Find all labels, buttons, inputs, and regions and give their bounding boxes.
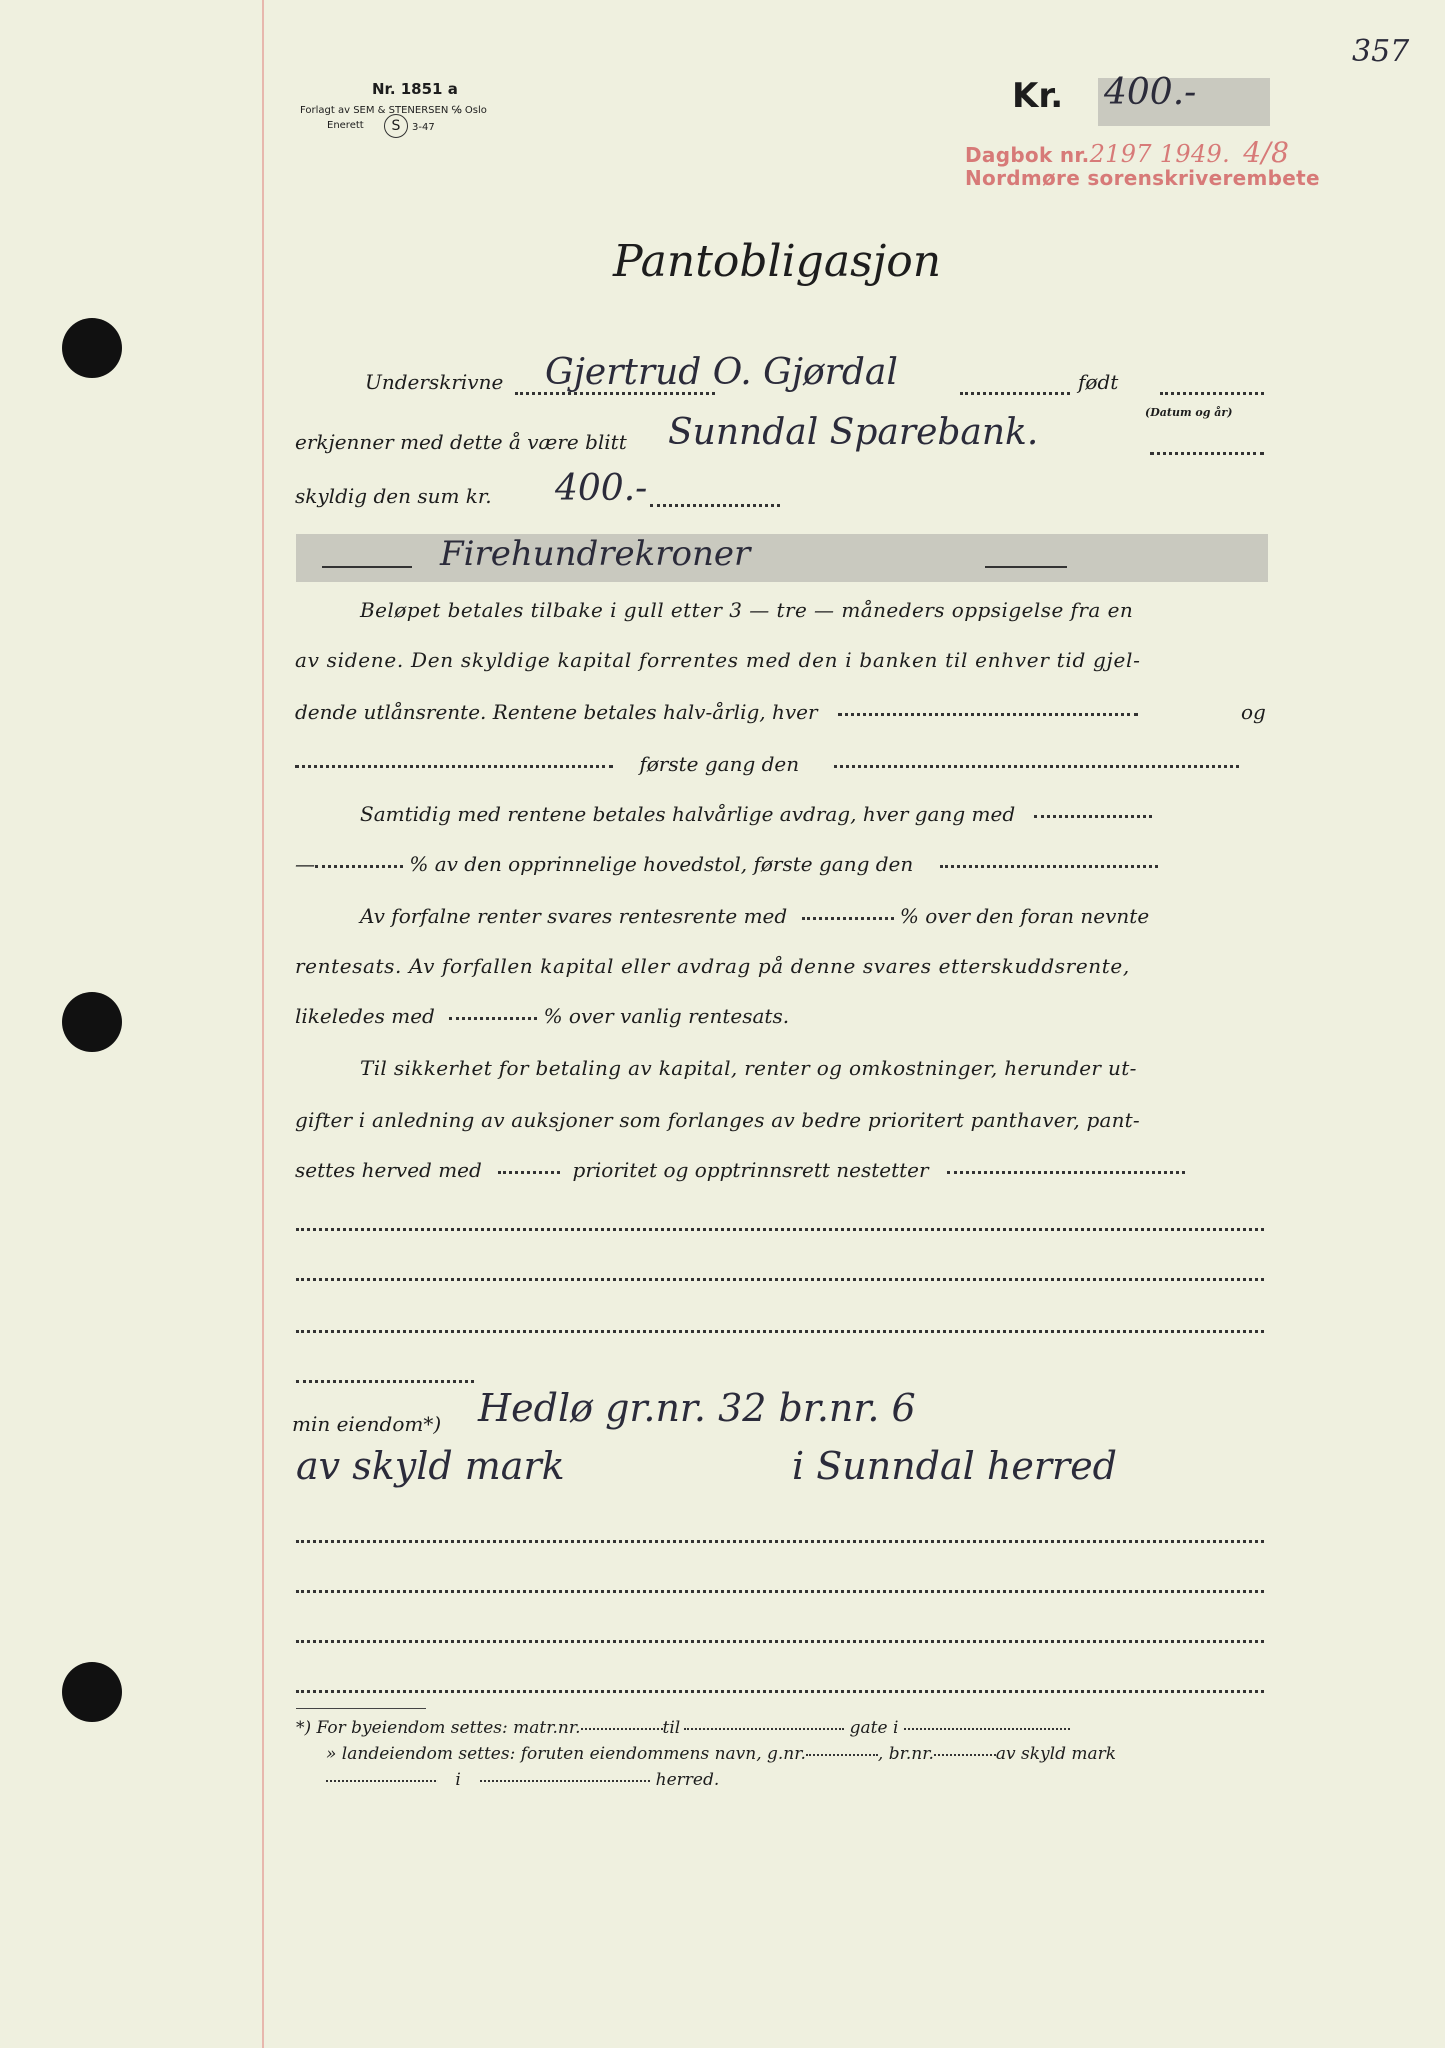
fn1-dots-a xyxy=(581,1728,663,1730)
settes-text: settes herved med xyxy=(295,1158,482,1182)
body-line-12 xyxy=(295,1158,1267,1182)
dagbok-entry: 2197 1949. xyxy=(1089,140,1231,168)
footnote-line-1 xyxy=(296,1718,1266,1738)
page-number: 357 xyxy=(1352,34,1410,69)
forste-dots-a xyxy=(295,765,613,768)
form-number: Nr. 1851 a xyxy=(372,80,458,98)
fn3-dots-a xyxy=(326,1780,436,1782)
blank-line-5 xyxy=(296,1540,1264,1543)
fn1-dots-c xyxy=(904,1728,1070,1730)
fodt-label: født xyxy=(1078,370,1119,394)
underskrivne-dots-2 xyxy=(960,392,1070,395)
form-edition: Enerett xyxy=(327,120,364,131)
document-title: Pantobligasjon xyxy=(613,236,942,287)
body-line-10: Til sikkerhet for betaling av kapital, renter og omkostninger, herunder ut- xyxy=(360,1056,1137,1080)
fn2-prefix: » landeiendom settes: foruten eiendommens navn, g.nr. xyxy=(326,1744,806,1764)
erkjenner-dots xyxy=(1150,452,1264,455)
fn1-gate: gate i xyxy=(849,1718,899,1738)
sum-dots xyxy=(650,504,780,507)
blank-line-2 xyxy=(296,1278,1264,1281)
kr-amount: 400.- xyxy=(1104,72,1197,113)
blank-line-8 xyxy=(296,1690,1264,1693)
punch-hole xyxy=(62,992,122,1052)
dagbok-label: Dagbok nr. xyxy=(965,143,1090,167)
dagbok-stamp xyxy=(965,136,1289,169)
hver-dots xyxy=(838,713,1138,716)
blank-line-3 xyxy=(296,1330,1264,1333)
underskrivne-value: Gjertrud O. Gjørdal xyxy=(545,352,898,393)
body-line-9 xyxy=(295,1004,1267,1028)
likeledes-dots xyxy=(449,1017,537,1020)
fn3-dots-b xyxy=(480,1780,650,1782)
forste-gang-text: første gang den xyxy=(639,752,800,776)
property-line-2b: i Sunndal herred xyxy=(792,1444,1118,1488)
fn2-dots-b xyxy=(934,1754,996,1756)
blank-line-1 xyxy=(296,1228,1264,1231)
forfalne-text: Av forfalne renter svares rentesrente med xyxy=(360,904,788,928)
forfalne-dots xyxy=(802,917,894,920)
body-line-6 xyxy=(295,852,1267,876)
form-publisher: Forlagt av SEM & STENERSEN ℅ Oslo xyxy=(300,105,487,116)
body-line-4 xyxy=(295,752,1267,776)
dash-lead: — xyxy=(295,852,315,876)
body-line-2: av sidene. Den skyldige kapital forrentes med den i banken til enhver tid gjel- xyxy=(295,648,1141,672)
likeledes-tail: % over vanlig rentesats. xyxy=(543,1004,790,1028)
hovedstol-text: % av den opprinnelige hovedstol, første gang den xyxy=(409,852,914,876)
pct-dots-1 xyxy=(315,865,403,868)
fn1-til: til xyxy=(662,1718,681,1738)
footnote-line-3 xyxy=(326,1770,719,1790)
erkjenner-label: erkjenner med dette å være blitt xyxy=(295,430,627,454)
office-stamp: Nordmøre sorenskriverembete xyxy=(965,166,1320,190)
body-line-3-text: dende utlånsrente. Rentene betales halv-årlig, hver xyxy=(295,700,818,724)
fn2-skyld: av skyld mark xyxy=(995,1744,1117,1764)
amount-words: Firehundrekroner xyxy=(440,534,751,574)
datum-hint: (Datum og år) xyxy=(1145,406,1233,419)
footnote-rule xyxy=(296,1708,426,1709)
kr-label: Kr. xyxy=(1012,76,1064,116)
samtidig-dots xyxy=(1034,815,1152,818)
property-label: min eiendom*) xyxy=(292,1412,442,1436)
form-date-code: 3-47 xyxy=(412,122,435,133)
blank-line-6 xyxy=(296,1590,1264,1593)
punch-hole xyxy=(62,1662,122,1722)
margin-rule xyxy=(262,0,264,2048)
underskrivne-label: Underskrivne xyxy=(365,370,504,394)
property-line-1: Hedlø gr.nr. 32 br.nr. 6 xyxy=(478,1386,916,1430)
likeledes-text: likeledes med xyxy=(295,1004,435,1028)
body-line-3 xyxy=(295,700,1267,724)
og-word: og xyxy=(1241,700,1266,724)
dagbok-date: 4/8 xyxy=(1243,136,1290,169)
forste-dots-b xyxy=(834,765,1239,768)
fn2-br: , br.nr. xyxy=(877,1744,934,1764)
fodt-dots xyxy=(1160,392,1264,395)
dash-left xyxy=(322,566,412,568)
fn1-prefix: *) For byeiendom settes: matr.nr. xyxy=(296,1718,581,1738)
sum-value: 400.- xyxy=(555,468,648,509)
fn3-i: i xyxy=(455,1770,461,1790)
forfalne-tail: % over den foran nevnte xyxy=(899,904,1150,928)
body-line-7 xyxy=(360,904,1332,928)
body-line-11: gifter i anledning av auksjoner som forlanges av bedre prioritert panthaver, pant- xyxy=(295,1108,1140,1132)
fn1-dots-b xyxy=(684,1728,844,1730)
publisher-logo-icon: S xyxy=(384,114,408,138)
blank-line-4 xyxy=(296,1380,474,1383)
skyldig-label: skyldig den sum kr. xyxy=(295,484,492,508)
body-line-8: rentesats. Av forfallen kapital eller avdrag på denne svares etterskuddsrente, xyxy=(295,954,1130,978)
prioritet-dots xyxy=(947,1171,1185,1174)
dash-right xyxy=(985,566,1067,568)
body-line-5 xyxy=(360,802,1332,826)
body-line-1: Beløpet betales tilbake i gull etter 3 — tre — måneders oppsigelse fra en xyxy=(360,598,1134,622)
fn3-herred: herred. xyxy=(655,1770,720,1790)
blank-line-7 xyxy=(296,1640,1264,1643)
creditor-value: Sunndal Sparebank. xyxy=(668,412,1039,453)
samtidig-text: Samtidig med rentene betales halvårlige avdrag, hver gang med xyxy=(360,802,1016,826)
fn2-dots-a xyxy=(806,1754,878,1756)
property-line-2a: av skyld mark xyxy=(296,1444,565,1488)
settes-dots xyxy=(498,1171,560,1174)
footnote-line-2 xyxy=(326,1744,1116,1764)
punch-hole xyxy=(62,318,122,378)
prioritet-text: prioritet og opptrinnsrett nestetter xyxy=(572,1158,929,1182)
hovedstol-dots xyxy=(940,865,1158,868)
